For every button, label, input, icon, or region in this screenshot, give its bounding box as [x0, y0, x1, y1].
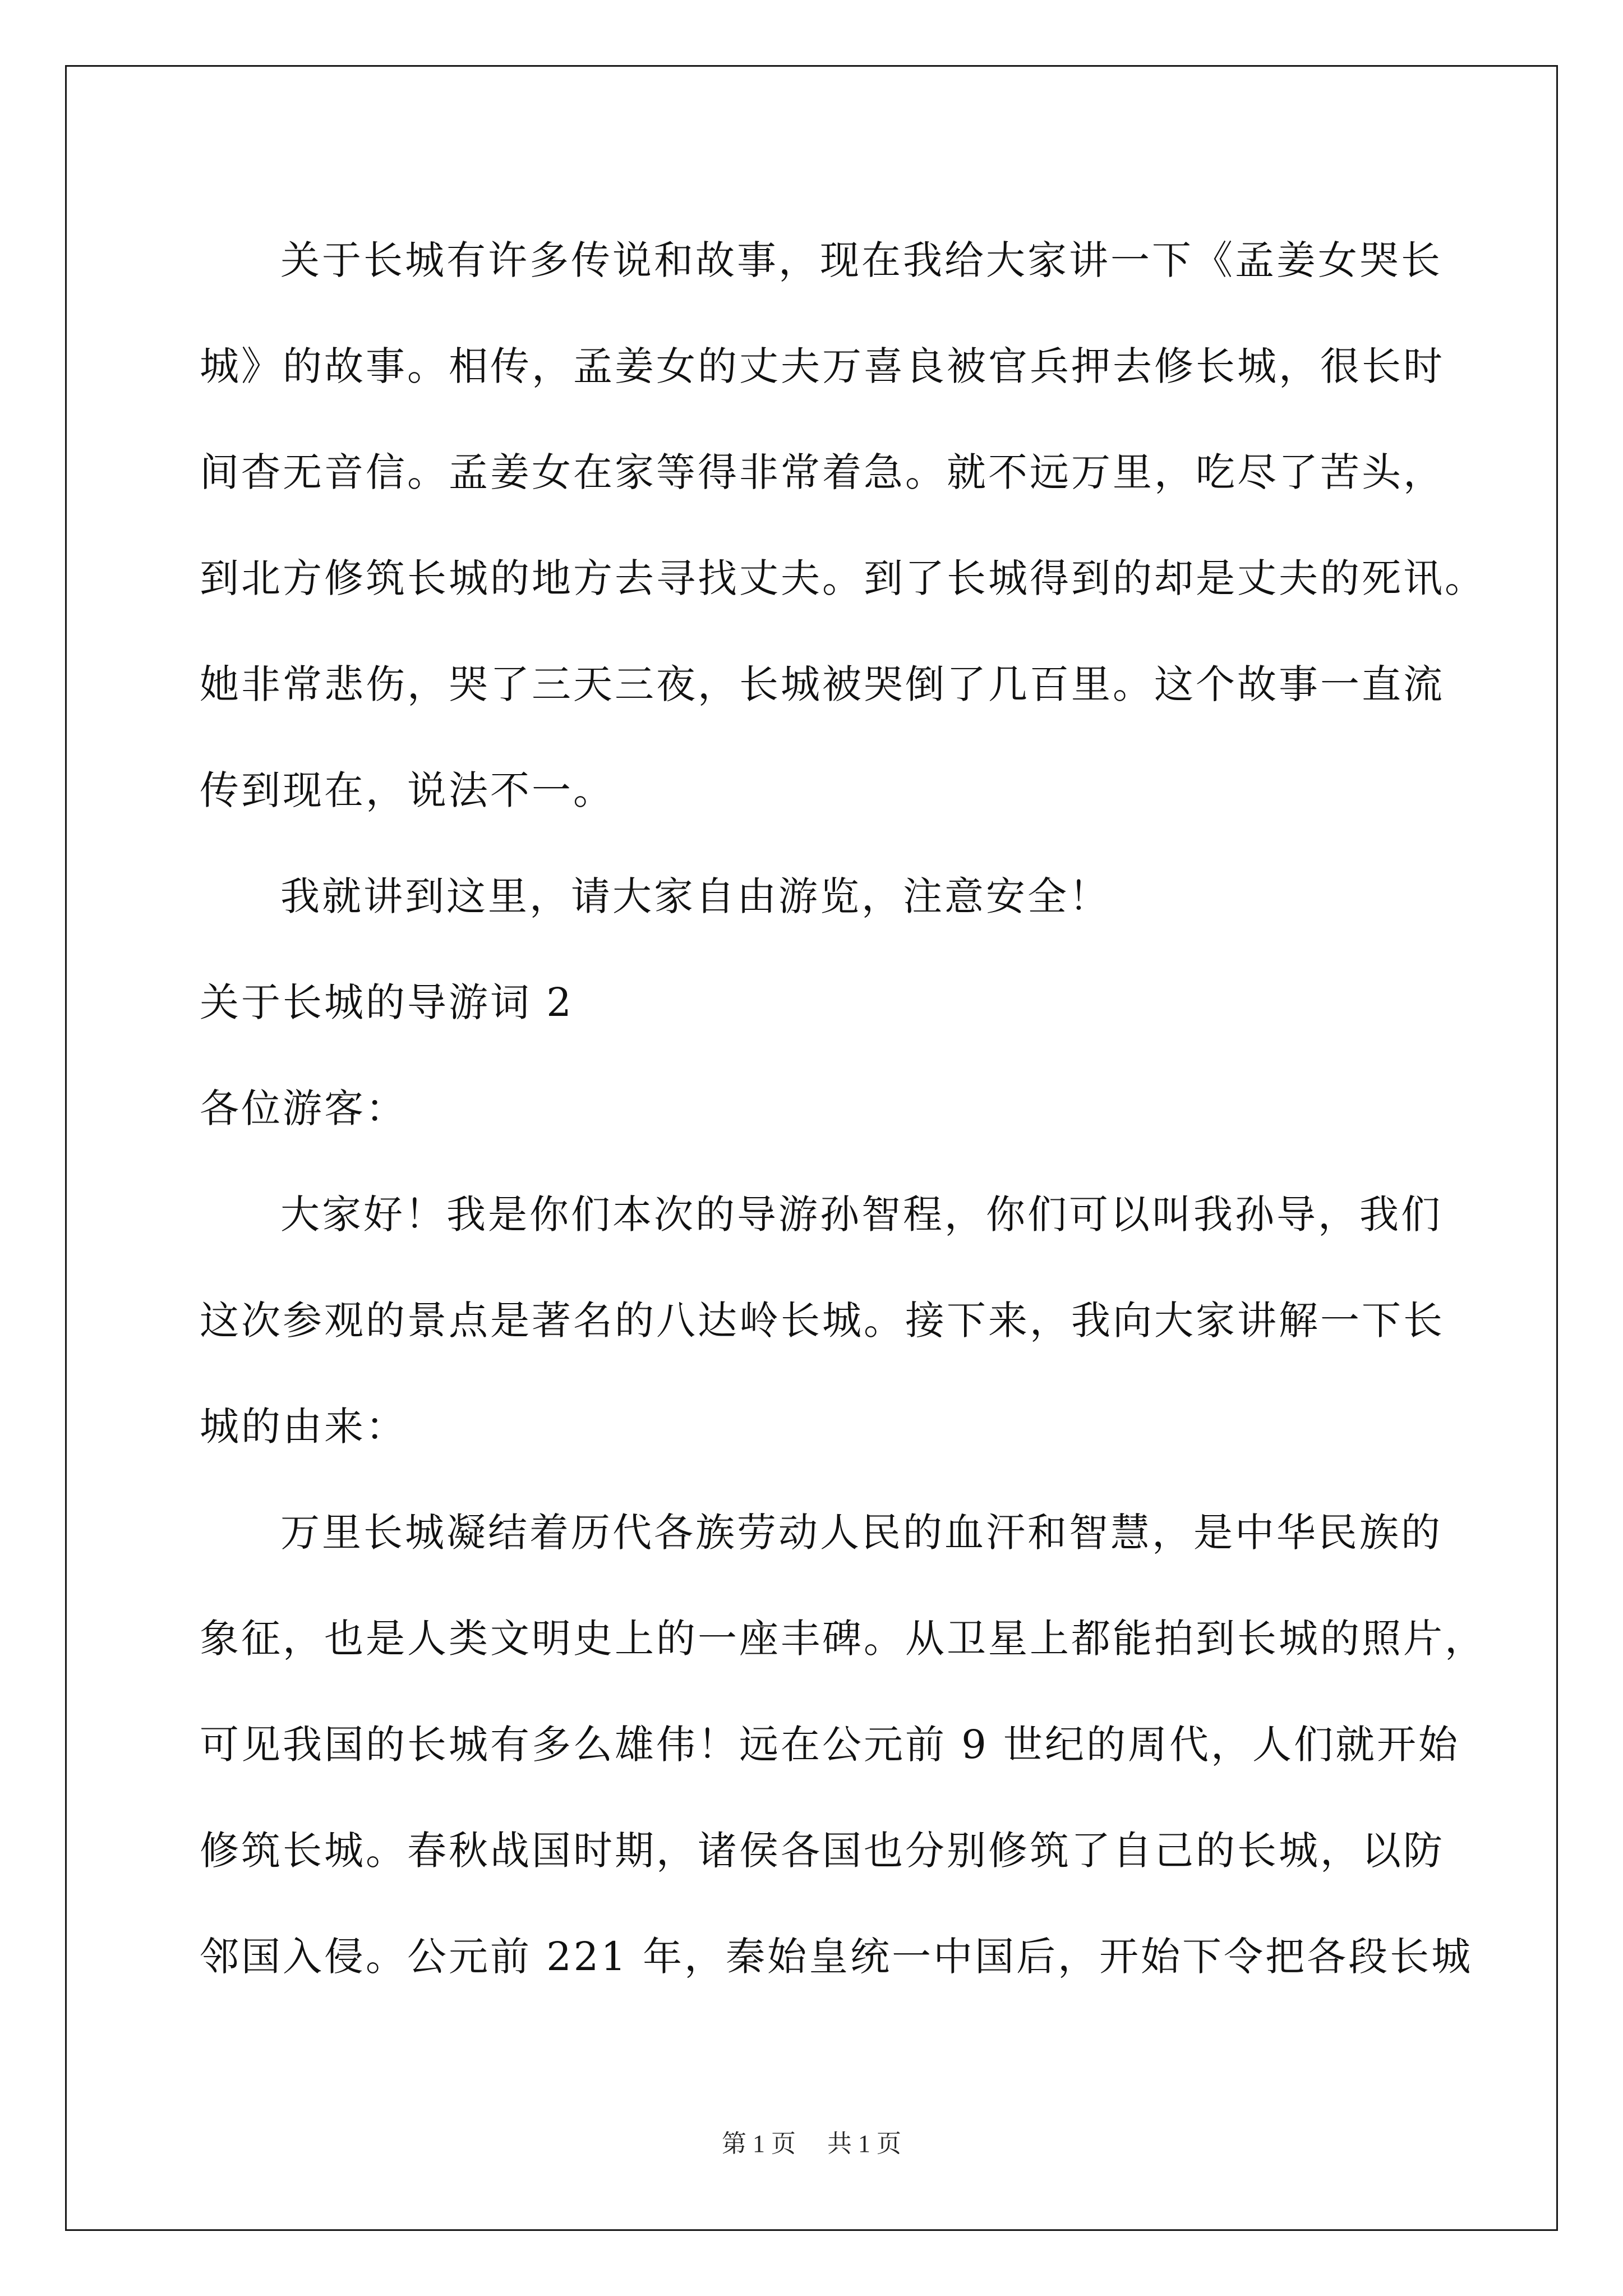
page-total: 共 1 页	[827, 2130, 901, 2157]
paragraph-line: 城的由来：	[200, 1404, 407, 1450]
paragraph-line: 城》的故事。相传，孟姜女的丈夫万喜良被官兵押去修长城，很长时	[200, 343, 1445, 389]
paragraph-line: 关于长城有许多传说和故事，现在我给大家讲一下《孟姜女哭长	[280, 237, 1442, 283]
paragraph-line: 传到现在，说法不一。	[200, 767, 615, 813]
paragraph-line: 间杳无音信。孟姜女在家等得非常着急。就不远万里，吃尽了苦头，	[200, 449, 1445, 495]
paragraph-line: 她非常悲伤，哭了三天三夜，长城被哭倒了几百里。这个故事一直流	[200, 661, 1445, 707]
document-body	[200, 208, 1486, 2010]
paragraph-line: 修筑长城。春秋战国时期，诸侯各国也分别修筑了自己的长城，以防	[200, 1828, 1445, 1874]
paragraph-line: 我就讲到这里，请大家自由游览，注意安全！	[280, 873, 1110, 919]
paragraph-line: 可见我国的长城有多么雄伟！远在公元前 9 世纪的周代，人们就开始	[200, 1722, 1460, 1768]
page-number: 第 1 页	[722, 2130, 796, 2157]
paragraph-line: 大家好！我是你们本次的导游孙智程，你们可以叫我孙导，我们	[280, 1191, 1442, 1237]
section-heading: 关于长城的导游词 2	[200, 979, 574, 1025]
salutation: 各位游客：	[200, 1085, 407, 1131]
paragraph-line: 万里长城凝结着历代各族劳动人民的血汗和智慧，是中华民族的	[280, 1510, 1442, 1556]
paragraph-line: 邻国入侵。公元前 221 年，秦始皇统一中国后，开始下令把各段长城	[200, 1934, 1473, 1980]
paragraph-line: 这次参观的景点是著名的八达岭长城。接下来，我向大家讲解一下长	[200, 1297, 1445, 1343]
paragraph-line: 到北方修筑长城的地方去寻找丈夫。到了长城得到的却是丈夫的死讯。	[200, 555, 1486, 601]
page-footer	[0, 2127, 1623, 2161]
paragraph-line: 象征，也是人类文明史上的一座丰碑。从卫星上都能拍到长城的照片，	[200, 1616, 1486, 1662]
